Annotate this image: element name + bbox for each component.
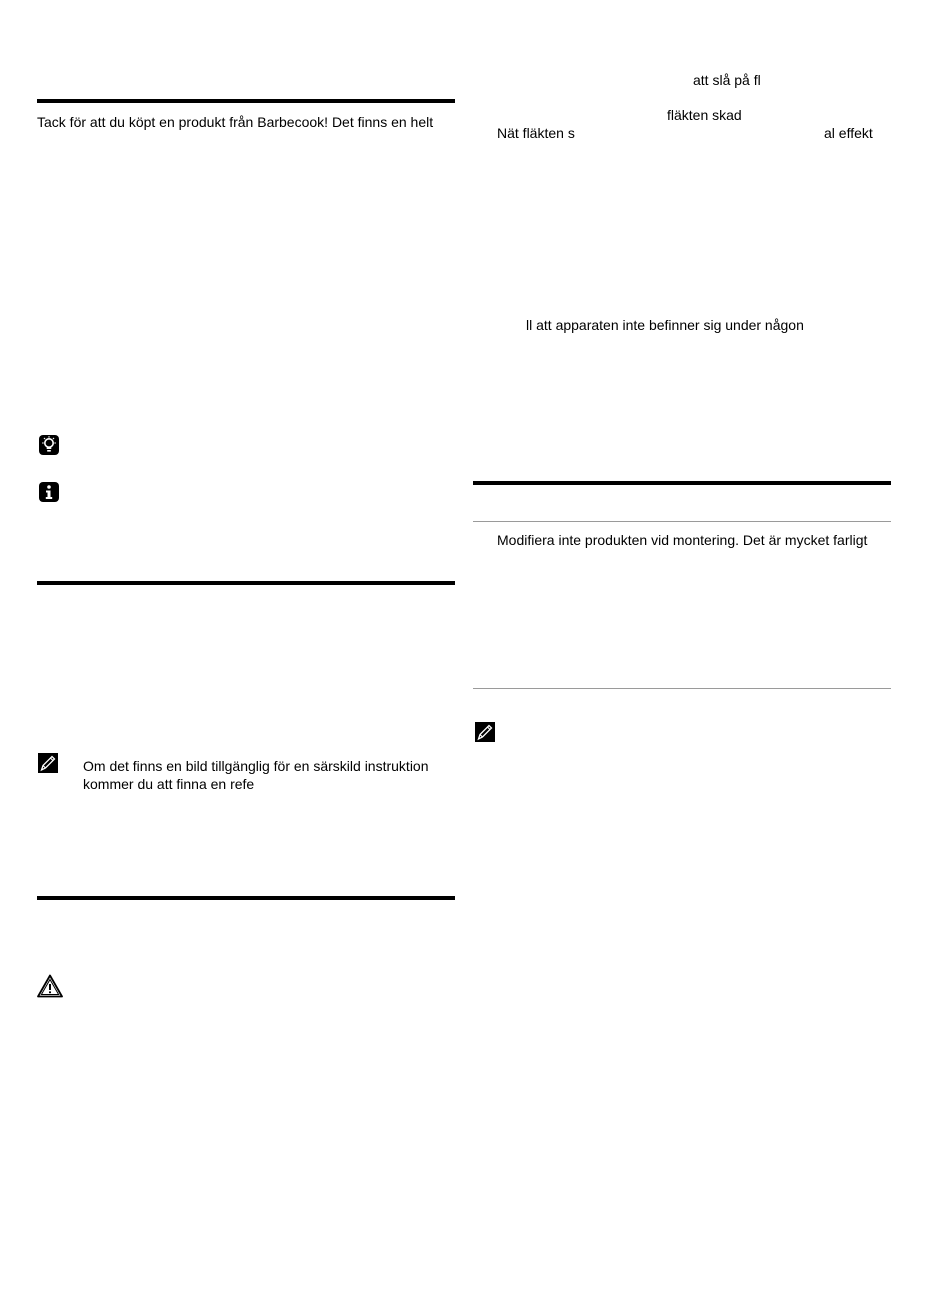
- warning-box-bottom-border: [473, 688, 891, 689]
- section-rule-1: [37, 99, 455, 103]
- note-pencil-icon: [37, 752, 59, 774]
- note-text-line1: Om det finns en bild tillgänglig för en särskild instruktion: [83, 758, 429, 774]
- section-rule-3: [37, 896, 455, 900]
- intro-text: Tack för att du köpt en produkt från Barbecook! Det finns en helt: [37, 114, 434, 130]
- note-pencil-icon: [474, 721, 496, 743]
- section-rule-2: [37, 581, 455, 585]
- fan-fragment-4: ll att apparaten inte befinner sig under någon: [526, 317, 804, 333]
- fan-fragment-3a: Nät fläkten s: [497, 125, 575, 141]
- fan-fragment-3b: al effekt: [824, 125, 873, 141]
- fan-fragment-2: fläkten skad: [667, 107, 742, 123]
- note-text-line2: kommer du att finna en refe: [83, 776, 255, 792]
- warning-box-top-border: [473, 521, 891, 522]
- tip-bulb-icon: [38, 434, 60, 456]
- warning-triangle-icon: [37, 974, 63, 998]
- warning-text: Modifiera inte produkten vid montering. Det är mycket farligt: [497, 532, 868, 548]
- fan-fragment-1: att slå på fl: [693, 72, 761, 88]
- info-icon: [38, 481, 60, 503]
- section-rule-right: [473, 481, 891, 485]
